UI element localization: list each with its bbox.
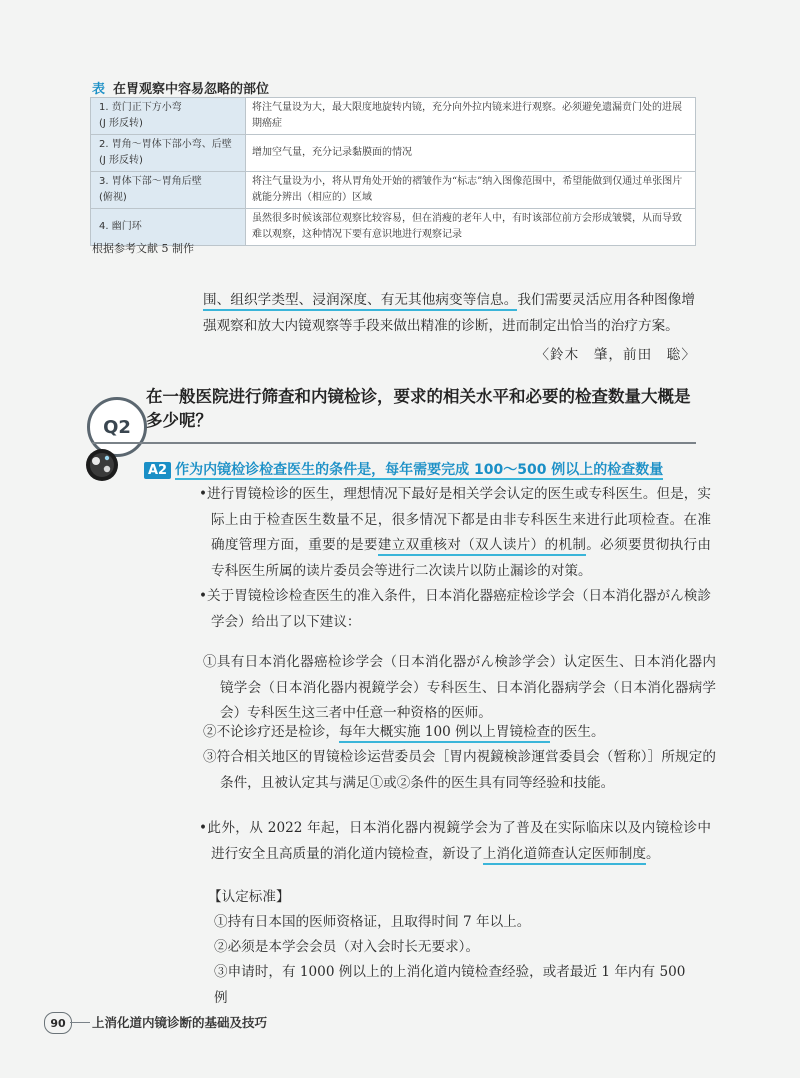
intro-paragraph [203,288,695,339]
criteria-item-1: ①具有日本消化器癌检诊学会（日本消化器がん検診学会）认定医生、日本消化器内镜学会（日本消化器内視鏡学会）专科医生、日本消化器病学会（日本消化器病学会）专科医生这三者中任意一种资格的医师。 [203,654,716,721]
table-cell-site: 2. 胃角～胃体下部小弯、后壁 (J 形反转) [91,135,246,172]
table-cell-note: 增加空气量，充分记录黏膜面的情况 [246,135,696,172]
bullet1-text: 进行胃镜检诊的医生，理想情况下最好是相关学会认定的医生或专科医生。但是，实际上由于检查医生数量不足，很多情况下都是由非专科医生来进行此项检查。在准确度管理方面，重要的是要 [207,486,711,553]
table-source: 根据参考文献 5 制作 [92,242,194,255]
a2-text: 作为内镜检诊检查医生的条件是，每年需要完成 100～500 例以上的检查数量 [175,462,664,478]
intro-rest: 我们需要灵活应用各种图像增强观察和放大内镜观察等手段来做出精准的诊断，进而制定出恰当的治疗方案。 [203,292,696,334]
table-title: 在胃观察中容易忽略的部位 [113,82,270,97]
bullet-paragraph-2: •关于胃镜检诊检查医生的准入条件，日本消化器癌症检诊学会（日本消化器がん検診学会）给出了以下建议： [199,588,711,630]
standards-item: ②必须是本学会会员（对入会时长无要求）。 [214,939,480,955]
a2-answer [144,459,704,479]
endoscope-tip-icon [82,445,122,485]
criteria-item-2 [203,720,716,746]
criteria-item-3: ③符合相关地区的胃镜检诊运营委员会［胃内視鏡検診運営委員会（暂称）］所规定的条件，且被认定其与满足①或②条件的医生具有同等经验和技能。 [203,749,716,791]
table-cell-note: 将注气量设为小，将从胃角处开始的褶皱作为“标志”纳入图像范围中，希望能做到仅通过单张图片就能分辨出（相应的）区域 [246,172,696,209]
table-cell-site: 1. 贲门正下方小弯 (J 形反转) [91,98,246,135]
footer-rule [70,1022,90,1023]
bullet-paragraph-1: •进行胃镜检诊的医生，理想情况下最好是相关学会认定的医生或专科医生。但是，实际上由于检查医生数量不足，很多情况下都是由非专科医生来进行此项检查。在准确度管理方面，重要的是要建立双重核对（双人读片）的机制。必须要贯彻执行由专科医生所属的读片委员会等进行二次读片以防止漏诊的对策。 [199,486,712,579]
criteria-item-2-underlined: 每年大概实施 100 例以上胃镜检查 [339,724,550,743]
bullet1-post: 。必须要贯彻执行由专科医生所属的读片委员会等进行二次读片以防止漏诊的对策。 [211,537,712,579]
q2-divider [92,442,696,444]
bullet3-underlined: 上消化道筛查认定医师制度 [483,846,646,865]
q2-badge: Q2 [87,397,147,457]
table-cell-note: 虽然很多时候该部位观察比较容易，但在消瘦的老年人中，有时该部位前方会形成皱襞，从而导致难以观察，这种情况下要有意识地进行观察记录 [246,209,696,246]
table-label: 表 [92,82,106,97]
standards-item: ①持有日本国的医师资格证，且取得时间 7 年以上。 [214,914,531,930]
table-cell-note: 将注气量设为大，最大限度地旋转内镜，充分向外拉内镜来进行观察。必须避免遗漏贲门处的进展期癌症 [246,98,696,135]
standards-heading: 【认定标准】 [208,889,290,905]
table-cell-site: 4. 幽门环 [91,209,246,246]
a2-badge: A2 [144,462,171,479]
bullet2-text: 关于胃镜检诊检查医生的准入条件，日本消化器癌症检诊学会（日本消化器がん検診学会）给出了以下建议： [207,588,711,630]
table-caption [92,78,269,97]
author-credit: 〈鈴木 肇，前田 聡〉 [535,347,696,363]
criteria-item-2-pre: ②不论诊疗还是检诊， [203,724,339,740]
page-number: 90 [44,1012,72,1034]
bullet-paragraph-3: •此外，从 2022 年起，日本消化器内視鏡学会为了普及在实际临床以及内镜检诊中进行安全且高质量的消化道内镜检查，新设了上消化道筛查认定医师制度。 [199,816,711,867]
intro-underlined: 围、组织学类型、浸润深度、有无其他病变等信息。 [203,292,517,311]
bullet3-post: 。 [646,845,660,862]
bullet1-underlined: 建立双重核对（双人读片）的机制 [378,537,586,556]
table-row [91,98,696,135]
running-title: 上消化道内镜诊断的基础及技巧 [92,1015,268,1030]
table [90,97,696,246]
standards-item: ③申请时，有 1000 例以上的上消化道内镜检查经验，或者最近 1 年内有 500 例 [214,964,686,1006]
criteria-item-2-post: 的医生。 [550,724,605,740]
table-row [91,135,696,172]
table-cell-site: 3. 胃体下部～胃角后壁 (俯视) [91,172,246,209]
bullet3-text: 此外，从 2022 年起，日本消化器内視鏡学会为了普及在实际临床以及内镜检诊中进行安全且高质量的消化道内镜检查，新设了 [207,820,711,862]
q2-title: 在一般医院进行筛查和内镜检诊，要求的相关水平和必要的检查数量大概是多少呢？ [146,387,691,430]
table-row [91,172,696,209]
